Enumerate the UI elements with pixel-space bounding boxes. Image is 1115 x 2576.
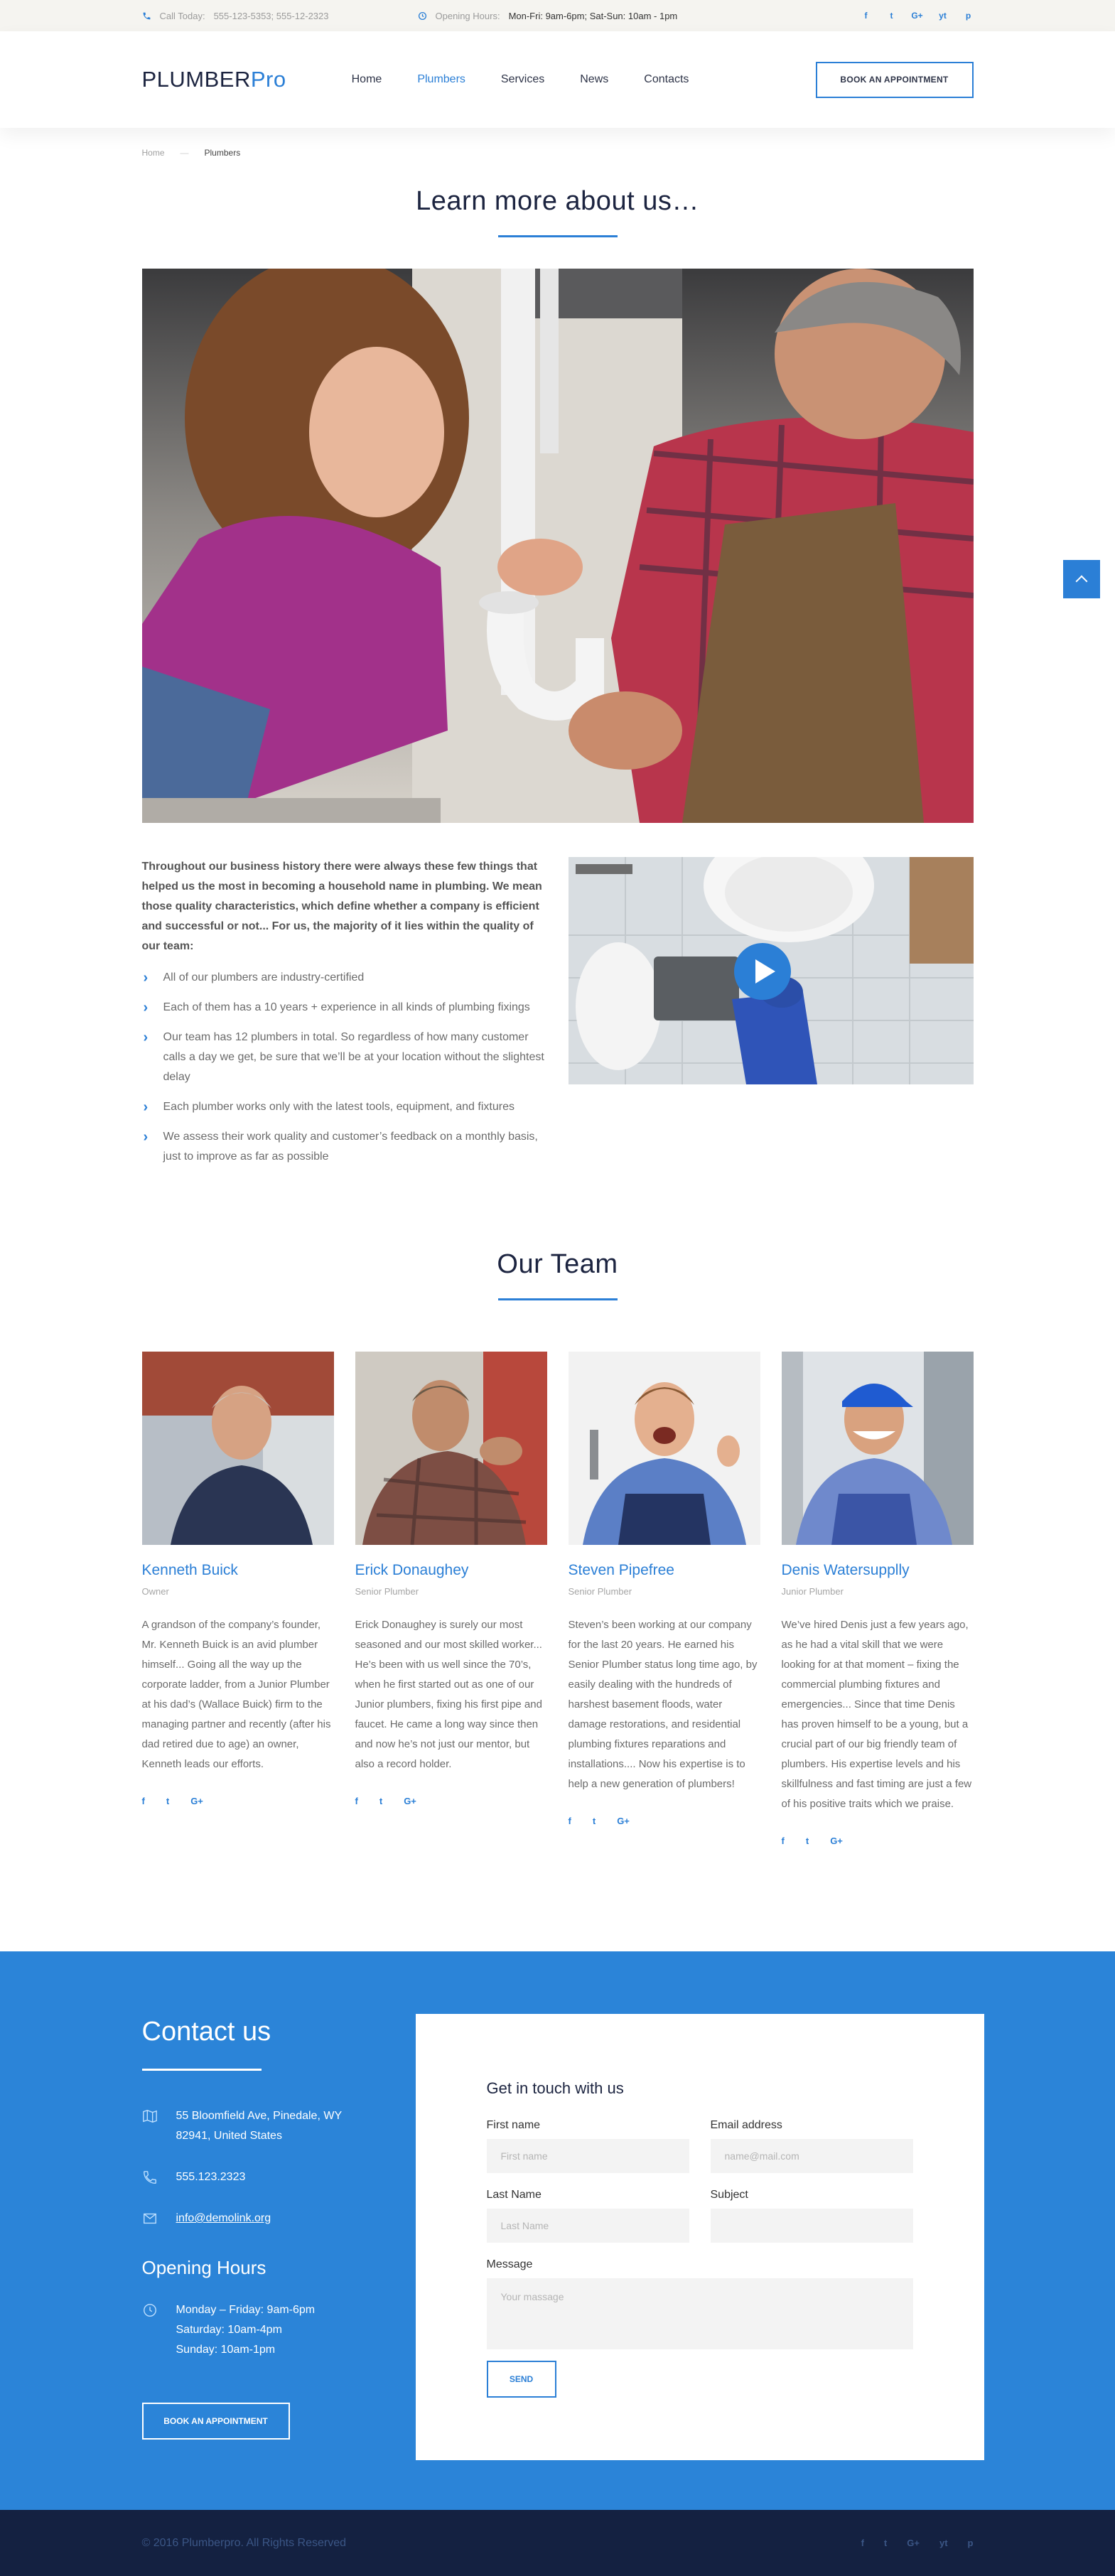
hours-weekdays: Monday – Friday: 9am-6pm xyxy=(176,2304,316,2316)
team-title: Our Team xyxy=(497,1249,618,1279)
portrait-steven xyxy=(569,1352,760,1545)
member-social xyxy=(355,1796,547,1806)
team-member xyxy=(355,1352,547,1846)
portrait-erick xyxy=(355,1352,547,1545)
phone-icon xyxy=(142,2170,158,2185)
twitter-icon[interactable]: t xyxy=(166,1796,170,1806)
contact-underline xyxy=(142,2069,262,2071)
mail-icon xyxy=(142,2211,158,2226)
about-title: Learn more about us… xyxy=(416,186,699,216)
form-grid xyxy=(487,2119,913,2258)
last-name-label: Last Name xyxy=(486,2189,542,2201)
member-photo xyxy=(142,1352,334,1545)
phone-row xyxy=(142,2167,355,2187)
address: 55 Bloomfield Ave, Pinedale, WY 82941, United States xyxy=(176,2110,342,2142)
youtube-icon[interactable]: yt xyxy=(939,11,947,21)
hours-saturday: Saturday: 10am-4pm xyxy=(176,2324,282,2336)
facebook-icon[interactable]: f xyxy=(864,11,868,21)
facebook-icon[interactable]: f xyxy=(861,2538,864,2548)
team-grid xyxy=(142,1352,974,1846)
twitter-icon[interactable]: t xyxy=(890,11,893,21)
opening-hours xyxy=(418,11,678,21)
member-name[interactable]: Denis Watersupplly xyxy=(781,1562,910,1578)
logo[interactable] xyxy=(142,67,286,92)
member-bio: Steven’s been working at our company for the last 20 years. He earned his Senior Plumber status long time ago, by easily dealing with the hundreds of harshest basement floods, water damage restorations, and residential plumbing fixtures reparations and installations.... Now his expertise is to help a new generation of plumbers! xyxy=(568,1619,758,1790)
logo-accent: Pro xyxy=(250,67,286,92)
twitter-icon[interactable]: t xyxy=(805,1836,809,1846)
about-lead: Throughout our business history there were always these few things that helped us the most in becoming a household name in plumbing. We mean those quality characteristics, which define whether a company is efficient and successful or not... For us, the majority of it lies within the quality of our team: xyxy=(141,861,542,952)
video-thumbnail[interactable] xyxy=(569,857,974,1084)
subject-label: Subject xyxy=(710,2189,748,2201)
email-input[interactable]: name@mail.com xyxy=(711,2139,913,2173)
clock-icon xyxy=(142,2302,158,2318)
hours-sunday: Sunday: 10am-1pm xyxy=(176,2344,276,2356)
list-item: › We assess their work quality and customer’s feedback on a monthly basis, just to improve as far as possible xyxy=(142,1127,547,1167)
email-label: Email address xyxy=(710,2119,782,2131)
facebook-icon[interactable]: f xyxy=(781,1836,785,1846)
member-name[interactable]: Erick Donaughey xyxy=(355,1562,469,1578)
footer xyxy=(0,2510,1115,2576)
facebook-icon[interactable]: f xyxy=(141,1796,145,1806)
top-bar xyxy=(0,0,1115,31)
google-plus-icon[interactable]: G+ xyxy=(190,1796,203,1806)
google-plus-icon[interactable]: G+ xyxy=(404,1796,416,1806)
list-item: › All of our plumbers are industry-certified xyxy=(142,968,547,988)
contact-title: Contact us xyxy=(141,2017,271,2047)
pinterest-icon[interactable]: p xyxy=(965,11,971,21)
send-button[interactable]: SEND xyxy=(487,2361,556,2398)
about-text xyxy=(142,857,547,1177)
google-plus-icon[interactable]: G+ xyxy=(911,11,923,21)
nav-contacts[interactable]: Contacts xyxy=(644,73,689,85)
pinterest-icon[interactable]: p xyxy=(967,2538,974,2548)
nav-home[interactable]: Home xyxy=(351,73,382,85)
contact-section xyxy=(0,1951,1115,2510)
form-title: Get in touch with us xyxy=(486,2079,624,2097)
breadcrumb-separator: — xyxy=(180,148,189,158)
member-photo xyxy=(782,1352,974,1545)
portrait-kenneth xyxy=(142,1352,334,1545)
email-link[interactable]: info@demolink.org xyxy=(176,2212,271,2224)
member-social xyxy=(569,1816,760,1826)
logo-main: PLUMBER xyxy=(141,67,251,92)
title-underline xyxy=(498,235,618,237)
first-name-label: First name xyxy=(486,2119,541,2131)
breadcrumb xyxy=(142,128,974,178)
message-textarea[interactable]: Your massage xyxy=(487,2278,913,2349)
google-plus-icon[interactable]: G+ xyxy=(907,2538,920,2548)
youtube-icon[interactable]: yt xyxy=(939,2538,948,2548)
member-social xyxy=(782,1836,974,1846)
member-photo xyxy=(569,1352,760,1545)
book-appointment-button[interactable]: BOOK AN APPOINTMENT xyxy=(816,62,974,98)
member-role: Senior Plumber xyxy=(355,1586,419,1597)
member-bio: We’ve hired Denis just a few years ago, as he had a vital skill that we were looking for at that moment – fixing the commercial plumbing fixtures and emergencies... Since that time Denis has proven himself to be a young, but a crucial part of our big friendly team of plumbers. His expertise levels and his skillfulness and fast timing are just a few of his positive traits which we praise. xyxy=(781,1619,972,1810)
hero-illustration xyxy=(142,269,974,823)
member-name[interactable]: Steven Pipefree xyxy=(568,1562,674,1578)
play-button[interactable] xyxy=(734,943,791,1000)
copyright: © 2016 Plumberpro. All Rights Reserved xyxy=(141,2536,346,2549)
list-item: › Our team has 12 plumbers in total. So regardless of how many customer calls a day we get, be sure that we’ll be at your location without the slightest delay xyxy=(142,1028,547,1087)
google-plus-icon[interactable]: G+ xyxy=(830,1836,843,1846)
subject-input[interactable] xyxy=(711,2209,913,2243)
clock-icon xyxy=(418,11,427,21)
header xyxy=(0,31,1115,128)
title-underline xyxy=(498,1298,618,1300)
hours-list xyxy=(176,2300,316,2360)
member-bio: A grandson of the company’s founder, Mr. Kenneth Buick is an avid plumber himself... Going all the way up the corporate ladder, from a Junior Plumber at his dad’s (Wallace Buick) firm to the managing partner and recently (after his dad retired due to age) an owner, Kenneth leads our efforts. xyxy=(141,1619,331,1770)
topbar-social xyxy=(861,11,974,21)
call-label: Call Today: xyxy=(159,10,205,21)
list-item: › Each of them has a 10 years + experience in all kinds of plumbing fixings xyxy=(142,998,547,1018)
member-photo xyxy=(355,1352,547,1545)
hours-row xyxy=(142,2300,355,2360)
twitter-icon[interactable]: t xyxy=(379,1796,383,1806)
hours-label: Opening Hours: xyxy=(435,10,500,21)
about-list xyxy=(142,968,547,1167)
member-social xyxy=(142,1796,334,1806)
portrait-denis xyxy=(782,1352,974,1545)
nav-news[interactable]: News xyxy=(580,73,609,85)
first-name-input[interactable]: First name xyxy=(487,2139,689,2173)
twitter-icon[interactable]: t xyxy=(883,2538,888,2548)
facebook-icon[interactable]: f xyxy=(355,1796,358,1806)
twitter-icon[interactable]: t xyxy=(592,1816,596,1826)
breadcrumb-current: Plumbers xyxy=(204,148,241,158)
team-member xyxy=(142,1352,334,1846)
member-role: Owner xyxy=(141,1586,169,1597)
footer-social xyxy=(861,2538,974,2548)
opening-hours-title: Opening Hours xyxy=(141,2257,266,2278)
member-name[interactable]: Kenneth Buick xyxy=(141,1562,238,1578)
hero-image xyxy=(142,269,974,823)
facebook-icon[interactable]: f xyxy=(568,1816,571,1826)
email-row xyxy=(142,2209,355,2229)
hours-value: Mon-Fri: 9am-6pm; Sat-Sun: 10am - 1pm xyxy=(508,10,678,21)
nav-plumbers[interactable]: Plumbers xyxy=(417,73,465,85)
main-nav xyxy=(352,73,725,86)
team-member xyxy=(782,1352,974,1846)
phone-numbers[interactable]: 555-123-5353; 555-12-2323 xyxy=(213,10,329,21)
phone-icon xyxy=(142,11,151,21)
contact-info xyxy=(142,1951,355,2440)
map-icon xyxy=(142,2108,158,2124)
about-section xyxy=(142,857,974,1177)
back-to-top-button[interactable] xyxy=(1063,560,1100,598)
phone[interactable]: 555.123.2323 xyxy=(176,2171,246,2183)
book-appointment-button[interactable]: BOOK AN APPOINTMENT xyxy=(142,2403,290,2440)
member-role: Senior Plumber xyxy=(568,1586,632,1597)
breadcrumb-home[interactable]: Home xyxy=(141,148,165,158)
team-member xyxy=(569,1352,760,1846)
nav-services[interactable]: Services xyxy=(500,73,545,85)
last-name-input[interactable]: Last Name xyxy=(487,2209,689,2243)
address-row xyxy=(142,2106,355,2146)
google-plus-icon[interactable]: G+ xyxy=(617,1816,630,1826)
call-info xyxy=(142,11,329,21)
member-bio: Erick Donaughey is surely our most seasoned and our most skilled worker... He’s been with us well since the 70’s, when he first started out as one of our Junior plumbers, fixing his first pipe and faucet. He came a long way since then and now he’s not just our mentor, but also a record holder. xyxy=(355,1619,542,1770)
list-item: › Each plumber works only with the latest tools, equipment, and fixtures xyxy=(142,1097,547,1117)
contact-form xyxy=(416,2014,984,2460)
message-label: Message xyxy=(486,2258,533,2270)
member-role: Junior Plumber xyxy=(781,1586,844,1597)
